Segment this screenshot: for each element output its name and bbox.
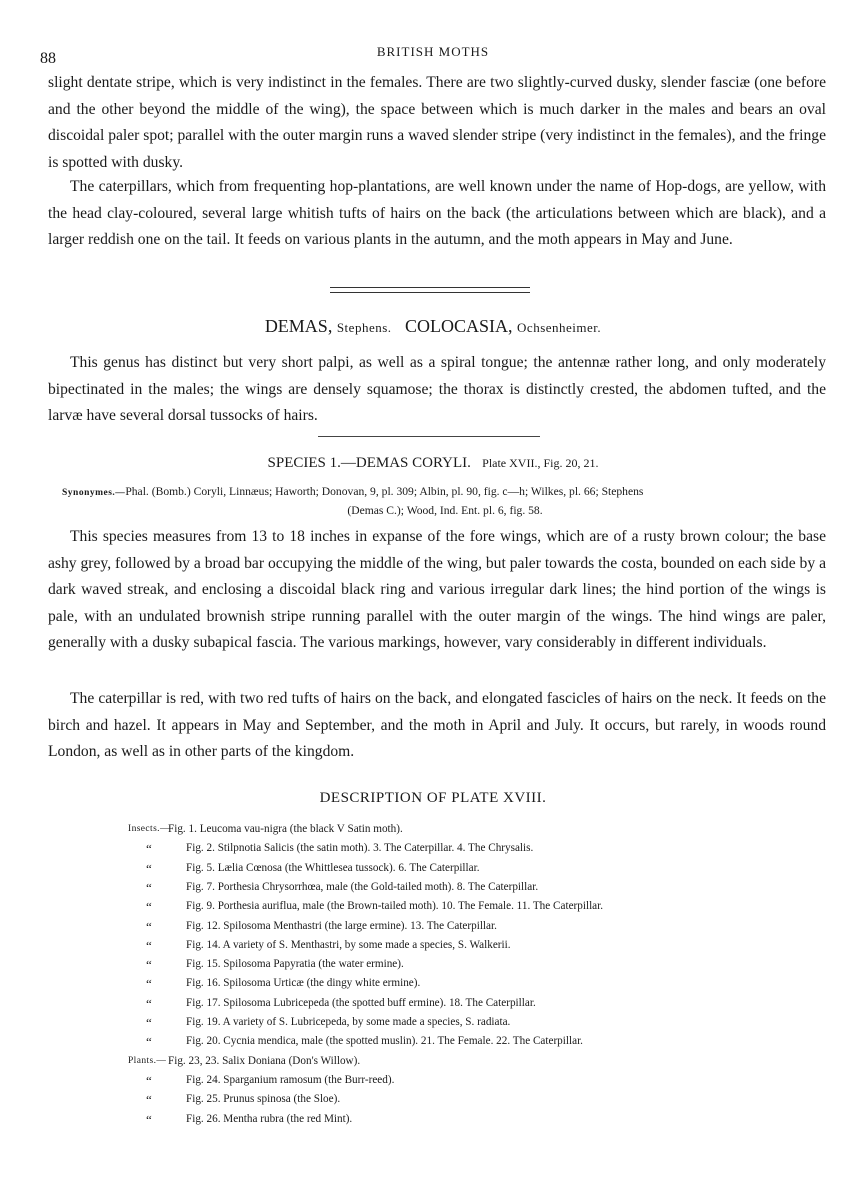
plate-figure-entry: Fig. 15. Spilosoma Papyratia (the water ermine). (186, 958, 404, 971)
plate-figure-entry: Fig. 17. Spilosoma Lubricepeda (the spotted buff ermine). 18. The Caterpillar. (186, 996, 536, 1009)
plate-figure-entry: Fig. 1. Leucoma vau-nigra (the black V Satin moth). (168, 823, 403, 835)
plate-figure-entry: Fig. 26. Mentha rubra (the red Mint). (186, 1112, 353, 1125)
plate-figure-entry: Fig. 20. Cycnia mendica, male (the spotted muslin). 21. The Female. 22. The Caterpillar. (186, 1035, 583, 1048)
plate-figure-entry: Fig. 14. A variety of S. Menthastri, by some made a species, S. Walkerii. (186, 938, 511, 951)
ditto-mark: “ (146, 899, 152, 915)
ditto-mark: “ (146, 1034, 152, 1050)
genus-heading (0, 316, 866, 337)
ditto-mark: “ (146, 918, 152, 934)
ditto-mark: “ (146, 841, 152, 857)
paragraph-species-description: This species measures from 13 to 18 inches in expanse of the fore wings, which are of a rusty brown colour; the base ashy grey, followed by a broad bar occupying the middle of the wing, but paler towards the costa, bounded on each side by a dark waved streak, and enclosing a discoidal black ring and various irregular dark lines; the hind portion of the wings is pale, with an undulated brownish stripe running parallel with the outer margin of the wings. The hind wings are paler, generally with a dusky subapical fascia. The various markings, however, vary considerably in different individuals. (48, 528, 826, 651)
plate-category-label: Plants.— (128, 1055, 167, 1066)
plate-figure-entry: Fig. 16. Spilosoma Urticæ (the dingy white ermine). (186, 977, 421, 990)
paragraph-wing-description: slight dentate stripe, which is very indistinct in the females. There are two slightly-curved dusky, slender fasciæ (one before and the other beyond the middle of the wing), the space between which is much darker in the males and bears an oval discoidal paler spot; parallel with the outer margin runs a waved slender stripe (very indistinct in the females), and the fringe is spotted with dusky. (48, 74, 826, 171)
species-heading (0, 455, 866, 472)
ditto-mark: “ (146, 1092, 152, 1108)
species-title: SPECIES 1.—DEMAS CORYLI. (267, 455, 471, 471)
synonymes-block (62, 483, 828, 520)
plate-figure-entry: Fig. 5. Lælia Cœnosa (the Whittlesea tussock). 6. The Caterpillar. (186, 861, 480, 874)
paragraph-caterpillar-coryli: The caterpillar is red, with two red tufts of hairs on the back, and elongated fascicles of hairs on the neck. It feeds on the birch and hazel. It appears in May and September, and the moth in April and July. It occurs, but rarely, in woods round London, as well as in other parts of the kingdom. (48, 690, 826, 760)
synonymes-label: Synonymes.— (62, 488, 126, 498)
genus-author: Stephens. (336, 320, 392, 335)
running-head: BRITISH MOTHS (376, 44, 490, 59)
double-rule-divider (330, 287, 530, 293)
species-plate-reference: Plate XVII., Fig. 20, 21. (482, 456, 599, 470)
ditto-mark: “ (146, 860, 152, 876)
plate-category-label: Insects.— (128, 824, 170, 834)
plate-figure-entry: Fig. 19. A variety of S. Lubricepeda, by some made a species, S. radiata. (186, 1016, 511, 1028)
plate-heading: DESCRIPTION OF PLATE XVIII. (319, 790, 547, 806)
genus-name: DEMAS, (264, 316, 333, 336)
ditto-mark: “ (146, 1072, 152, 1088)
plate-figure-entry: Fig. 25. Prunus spinosa (the Sloe). (186, 1093, 341, 1106)
ditto-mark: “ (146, 1015, 152, 1030)
ditto-mark: “ (146, 937, 152, 953)
plate-figure-entry: Fig. 7. Porthesia Chrysorrhœa, male (the Gold-tailed moth). 8. The Caterpillar. (186, 880, 539, 893)
ditto-mark: “ (146, 957, 152, 973)
genus-synonym-name: COLOCASIA, (405, 316, 513, 336)
page-number: 88 (40, 50, 56, 67)
genus-synonym-author: Ochsenheimer. (517, 320, 602, 335)
rule-divider (318, 436, 540, 437)
ditto-mark: “ (146, 976, 152, 992)
plate-figure-entry: Fig. 23, 23. Salix Doniana (Don's Willow). (168, 1054, 361, 1067)
ditto-mark: “ (146, 995, 152, 1011)
paragraph-genus-description: This genus has distinct but very short palpi, as well as a spiral tongue; the antennæ rather long, and only moderately bipectinated in the males; the wings are densely squamose; the thorax is distinctly crested, the abdomen tufted, and the larvæ have several dorsal tussocks of hairs. (48, 354, 826, 424)
plate-figure-entry: Fig. 24. Sparganium ramosum (the Burr-reed). (186, 1073, 395, 1086)
plate-figure-entry: Fig. 12. Spilosoma Menthastri (the large ermine). 13. The Caterpillar. (186, 919, 497, 932)
plate-figure-entry: Fig. 9. Porthesia auriflua, male (the Brown-tailed moth). 10. The Female. 11. The Caterpillar. (186, 900, 604, 913)
plate-figure-entry: Fig. 2. Stilpnotia Salicis (the satin moth). 3. The Caterpillar. 4. The Chrysalis. (186, 842, 534, 855)
synonymes-line2: (Demas C.); Wood, Ind. Ent. pl. 6, fig. 58. (347, 504, 543, 517)
paragraph-caterpillar-hop-dogs: The caterpillars, which from frequenting hop-plantations, are well known under the name of Hop-dogs, are yellow, with the head clay-coloured, several large whitish tufts of hairs on the back (the articulations between which are black), and a larger reddish one on the tail. It feeds on various plants in the autumn, and the moth appears in May and June. (48, 178, 826, 248)
ditto-mark: “ (146, 879, 152, 895)
synonymes-line1: Phal. (Bomb.) Coryli, Linnæus; Haworth; Donovan, 9, pl. 309; Albin, pl. 90, fig. c—h; Wilkes, pl. 66; Stephens (125, 485, 644, 498)
ditto-mark: “ (146, 1111, 152, 1127)
